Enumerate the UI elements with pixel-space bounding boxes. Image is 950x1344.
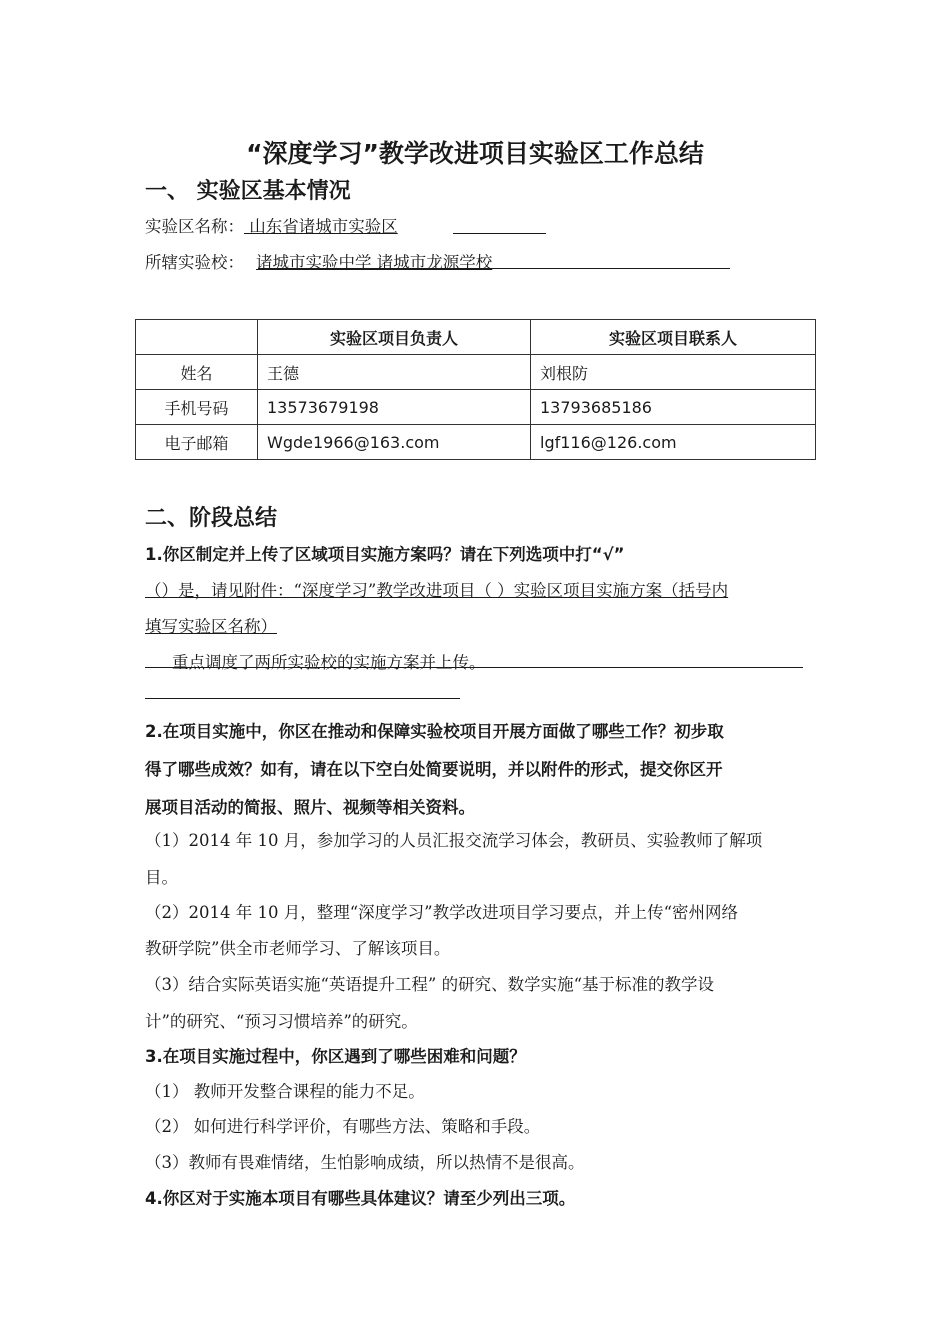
answer-2-1-line2: 目。	[145, 868, 178, 887]
question-2-line2: 得了哪些成效？如有，请在以下空白处简要说明，并以附件的形式，提交你区开	[145, 760, 723, 779]
answer-3-2: （2） 如何进行科学评价，有哪些方法、策略和手段。	[145, 1117, 541, 1136]
schools-row	[145, 249, 492, 273]
answer-3-3: （3）教师有畏难情绪，生怕影响成绩，所以热情不是很高。	[145, 1153, 585, 1172]
table-cell: 13793685186	[531, 390, 816, 425]
q1-answer: 重点调度了两所实验校的实施方案并上传。	[172, 653, 486, 672]
question-2-line1: 2.在项目实施中，你区在推动和保障实验校项目开展方面做了哪些工作？初步取	[145, 722, 724, 741]
table-cell: 刘根防	[531, 355, 816, 390]
q1-blank-underline	[145, 698, 460, 699]
question-3: 3.在项目实施过程中，你区遇到了哪些困难和问题？	[145, 1047, 526, 1066]
table-cell: 手机号码	[136, 390, 258, 425]
page-title: “深度学习”教学改进项目实验区工作总结	[246, 139, 704, 168]
table-header-cell	[136, 320, 258, 355]
table-cell: 姓名	[136, 355, 258, 390]
section2-heading: 二、阶段总结	[145, 506, 278, 531]
q1-answer-underline	[145, 667, 803, 668]
zone-name-value: 山东省诸城市实验区	[244, 217, 398, 236]
table-header-cell: 实验区项目负责人	[258, 320, 531, 355]
question-1: 1.你区制定并上传了区域项目实施方案吗？请在下列选项中打“√”	[145, 545, 625, 564]
answer-2-2-line2: 教研学院”供全市老师学习、了解该项目。	[145, 939, 451, 958]
table-cell: 13573679198	[258, 390, 531, 425]
table-row	[136, 390, 816, 425]
zone-name-row	[145, 213, 398, 237]
table-cell: Wgde1966@163.com	[258, 425, 531, 460]
question-4: 4.你区对于实施本项目有哪些具体建议？请至少列出三项。	[145, 1189, 576, 1208]
answer-2-2-line1: （2）2014 年 10 月，整理“深度学习”教学改进项目学习要点，并上传“密州网络	[145, 903, 739, 922]
zone-name-underline	[453, 233, 546, 234]
q1-option-line1: （）是，请见附件：“深度学习”教学改进项目（ ）实验区项目实施方案（括号内	[145, 581, 729, 600]
table-row	[136, 425, 816, 460]
answer-2-1-line1: （1）2014 年 10 月，参加学习的人员汇报交流学习体会，教研员、实验教师了解项	[145, 831, 763, 850]
question-2-line3: 展项目活动的简报、照片、视频等相关资料。	[145, 798, 475, 817]
contact-table	[135, 319, 816, 460]
answer-2-3-line2: 计”的研究、“预习习惯培养”的研究。	[145, 1012, 418, 1031]
schools-label: 所辖实验校：	[145, 253, 244, 272]
answer-2-3-line1: （3）结合实际英语实施“英语提升工程” 的研究、数学实施“基于标准的教学设	[145, 975, 715, 994]
section1-heading: 一、 实验区基本情况	[145, 179, 351, 204]
table-cell: 王德	[258, 355, 531, 390]
schools-underline	[258, 268, 730, 269]
table-cell: 电子邮箱	[136, 425, 258, 460]
table-cell: lgf116@126.com	[531, 425, 816, 460]
table-header-cell: 实验区项目联系人	[531, 320, 816, 355]
zone-name-label: 实验区名称：	[145, 217, 244, 236]
answer-3-1: （1） 教师开发整合课程的能力不足。	[145, 1082, 425, 1101]
table-row	[136, 355, 816, 390]
q1-option-line2: 填写实验区名称）	[145, 617, 277, 636]
table-header-row	[136, 320, 816, 355]
schools-value: 诸城市实验中学 诸城市龙源学校	[256, 253, 493, 272]
